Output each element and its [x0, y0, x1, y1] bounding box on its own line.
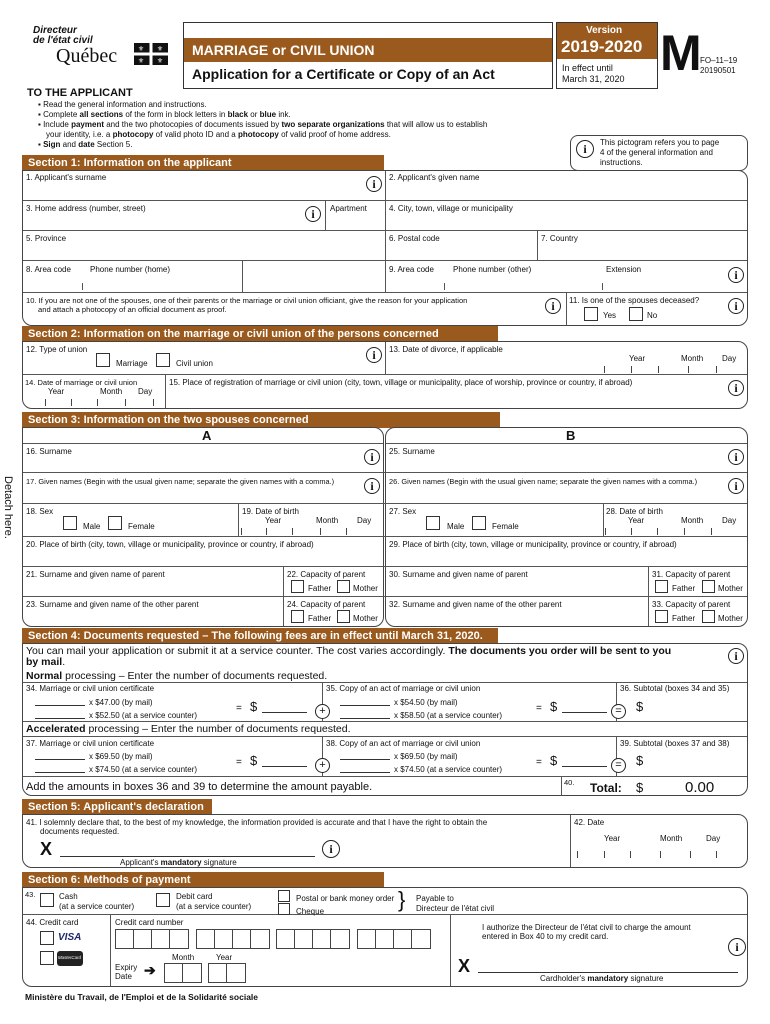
- fee-35-mail: x $54.50 (by mail): [394, 698, 458, 707]
- spouse-b-parent1-father-checkbox[interactable]: [655, 580, 668, 593]
- label-male: Male: [83, 522, 101, 531]
- fee-37-counter: x $74.50 (at a service counter): [89, 765, 198, 774]
- footer-ministry: Ministère du Travail, de l'Emploi et de la Solidarité sociale: [25, 992, 259, 1002]
- applicant-intro-heading: TO THE APPLICANT: [27, 87, 133, 99]
- label-f10-line2: and attach a photocopy of an official document as proof.: [38, 305, 227, 314]
- plus-icon: +: [315, 704, 330, 719]
- spouse-a-male-checkbox[interactable]: [63, 516, 77, 530]
- label-expiry-1: Expiry: [115, 963, 138, 972]
- label-month: Month: [681, 354, 704, 363]
- label-day: Day: [706, 834, 721, 843]
- pictogram-line2: 4 of the general information and: [600, 148, 713, 157]
- expiry-date-field[interactable]: [164, 963, 246, 983]
- intro-bullet-3: ▪ Include payment and the two photocopies of documents issued by two separate organizations that will allow us to establish: [38, 120, 488, 129]
- fee-38-mail: x $69.50 (by mail): [394, 752, 458, 761]
- applicant-given-name-input[interactable]: [389, 184, 739, 198]
- spouse-b-parent2-father-checkbox[interactable]: [655, 610, 668, 623]
- union-civil-checkbox[interactable]: [156, 353, 170, 367]
- label-month: Month: [660, 834, 683, 843]
- label-debit-sub: (at a service counter): [176, 902, 252, 911]
- form-code-2: 20190501: [700, 66, 736, 75]
- info-icon: i: [728, 648, 744, 664]
- qty-38-counter-field[interactable]: [340, 772, 390, 773]
- payment-debit-checkbox[interactable]: [156, 893, 170, 907]
- label-day: Day: [357, 516, 372, 525]
- label-f39: 39. Subtotal (boxes 37 and 38): [620, 739, 730, 748]
- label-marriage: Marriage: [116, 359, 148, 368]
- org-name-line2: de l'état civil: [33, 35, 93, 46]
- label-day: Day: [722, 354, 737, 363]
- label-mother: Mother: [353, 614, 378, 623]
- deceased-yes-checkbox[interactable]: [584, 307, 598, 321]
- pictogram-line3: instructions.: [600, 158, 643, 167]
- label-month: Month: [681, 516, 704, 525]
- label-cash: Cash: [59, 892, 78, 901]
- label-day: Day: [722, 516, 737, 525]
- label-f15: 15. Place of registration of marriage or civil union (city, town, village or municipality, place of worship, province or country, if abroad): [169, 378, 633, 387]
- label-father: Father: [308, 584, 332, 593]
- dollar-sign: $: [550, 699, 558, 714]
- label-year: Year: [629, 354, 646, 363]
- label-year: Year: [216, 953, 233, 962]
- s4-intro-line2: by mail.: [26, 656, 66, 668]
- qty-37-counter-field[interactable]: [35, 772, 85, 773]
- qty-35-counter-field[interactable]: [340, 718, 390, 719]
- info-icon: i: [728, 380, 744, 396]
- label-f13: 13. Date of divorce, if applicable: [389, 345, 503, 354]
- detach-here-label: Detach here.: [2, 476, 14, 539]
- label-day: Day: [138, 387, 153, 396]
- fee-38-counter: x $74.50 (at a service counter): [394, 765, 503, 774]
- label-year: Year: [604, 834, 621, 843]
- label-mother: Mother: [718, 614, 743, 623]
- total-amount-value[interactable]: 0.00: [685, 779, 715, 796]
- dollar-sign: $: [636, 699, 644, 714]
- label-extension: Extension: [606, 265, 642, 274]
- arrow-right-icon: ➔: [144, 962, 156, 978]
- label-father: Father: [672, 614, 696, 623]
- info-icon: i: [728, 449, 744, 465]
- label-phone-home: Phone number (home): [90, 265, 171, 274]
- label-f29: 29. Place of birth (city, town, village or municipality, province or country, if abroad): [389, 540, 677, 549]
- total-label: Total:: [590, 781, 622, 795]
- form-title: MARRIAGE or CIVIL UNION: [192, 42, 375, 58]
- payment-cash-checkbox[interactable]: [40, 893, 54, 907]
- label-mother: Mother: [353, 584, 378, 593]
- label-f1: 1. Applicant's surname: [26, 173, 107, 182]
- label-f7: 7. Country: [541, 234, 578, 243]
- label-f41-line2: documents requested.: [40, 827, 120, 836]
- card-visa-checkbox[interactable]: [40, 931, 54, 945]
- cardholder-x-mark: X: [458, 956, 471, 976]
- svg-text:⚜: ⚜: [137, 58, 145, 65]
- label-postal: Postal or bank money order: [296, 894, 395, 903]
- label-f14: 14. Date of marriage or civil union: [25, 378, 138, 387]
- dollar-sign: $: [636, 780, 644, 795]
- label-f9: 9. Area code: [389, 265, 434, 274]
- quebec-flag-icon: [134, 43, 168, 65]
- payment-money-order-checkbox[interactable]: [278, 890, 290, 902]
- label-f27: 27. Sex: [389, 507, 417, 516]
- label-month: Month: [172, 953, 195, 962]
- org-name-line1: Directeur: [33, 25, 77, 36]
- authorize-line1: I authorize the Directeur de l'état civil to charge the amount: [482, 923, 691, 932]
- signature-x-mark: X: [40, 839, 53, 859]
- column-a-label: A: [202, 428, 212, 443]
- label-f21: 21. Surname and given name of parent: [26, 570, 165, 579]
- equals-icon: =: [611, 758, 626, 773]
- label-f28: 28. Date of birth: [606, 507, 663, 516]
- cardholder-signature-caption: Cardholder's mandatory signature: [540, 974, 664, 983]
- form-subtitle: Application for a Certificate or Copy of an Act: [192, 66, 495, 82]
- label-yes: Yes: [603, 311, 617, 320]
- info-icon: i: [305, 206, 321, 222]
- intro-bullet-4: ▪ Sign and date Section 5.: [38, 140, 133, 149]
- label-f8: 8. Area code: [26, 265, 71, 274]
- label-f2: 2. Applicant's given name: [389, 173, 480, 182]
- mastercard-logo-text: MasterCard: [58, 955, 81, 960]
- info-icon: i: [364, 478, 380, 494]
- credit-card-number-field[interactable]: [115, 929, 431, 949]
- label-f17: 17. Given names (Begin with the usual given name; separate the given names with a comma.): [26, 477, 335, 486]
- applicant-signature-caption: Applicant's mandatory signature: [120, 858, 237, 867]
- plus-icon: +: [315, 758, 330, 773]
- label-expiry-2: Date: [115, 972, 132, 981]
- info-icon: i: [728, 938, 746, 956]
- label-payable-2: Directeur de l'état civil: [416, 904, 494, 913]
- label-f20: 20. Place of birth (city, town, village or municipality, province or country, if abroad): [26, 540, 314, 549]
- quebec-logo-text: Québec: [56, 45, 118, 67]
- qty-34-counter-field[interactable]: [35, 718, 85, 719]
- cardholder-signature-field[interactable]: [478, 972, 738, 973]
- dollar-sign: $: [250, 699, 258, 714]
- label-mother: Mother: [718, 584, 743, 593]
- label-f12: 12. Type of union: [26, 345, 88, 354]
- label-f44: 44. Credit card: [26, 918, 79, 927]
- effect-line1: In effect until: [562, 63, 613, 73]
- label-f34: 34. Marriage or civil union certificate: [26, 684, 155, 693]
- brace-icon: }: [398, 887, 406, 912]
- label-f36: 36. Subtotal (boxes 34 and 35): [620, 684, 730, 693]
- label-f22: 22. Capacity of parent: [287, 570, 366, 579]
- svg-text:⚜: ⚜: [156, 58, 164, 65]
- label-f4: 4. City, town, village or municipality: [389, 204, 513, 213]
- label-f24: 24. Capacity of parent: [287, 600, 366, 609]
- info-icon: i: [728, 298, 744, 314]
- label-year: Year: [265, 516, 282, 525]
- label-debit: Debit card: [176, 892, 213, 901]
- label-apartment: Apartment: [330, 204, 367, 213]
- label-cash-sub: (at a service counter): [59, 902, 135, 911]
- label-f42: 42. Date: [574, 818, 605, 827]
- label-civil-union: Civil union: [176, 359, 213, 368]
- s4-intro-line1: You can mail your application or submit it at a service counter. The cost varies accordingly. The documents you order will be sent to you: [26, 645, 672, 657]
- spouse-a-parent2-mother-checkbox[interactable]: [337, 610, 350, 623]
- qty-34-mail-field[interactable]: [35, 705, 85, 706]
- spouse-a-female-checkbox[interactable]: [108, 516, 122, 530]
- intro-bullet-2: ▪ Complete all sections of the form in block letters in black or blue ink.: [38, 110, 291, 119]
- label-f18: 18. Sex: [26, 507, 54, 516]
- label-f43: 43.: [25, 890, 36, 899]
- dollar-sign: $: [636, 753, 644, 768]
- dollar-sign: $: [550, 753, 558, 768]
- label-male: Male: [447, 522, 465, 531]
- info-icon: i: [366, 176, 382, 192]
- intro-bullet-1: ▪ Read the general information and instructions.: [38, 100, 207, 109]
- info-icon: i: [364, 449, 380, 465]
- fee-37-mail: x $69.50 (by mail): [89, 752, 153, 761]
- label-f6: 6. Postal code: [389, 234, 440, 243]
- applicant-signature-field[interactable]: [60, 856, 315, 857]
- qty-38-mail-field[interactable]: [340, 759, 390, 760]
- label-f33: 33. Capacity of parent: [652, 600, 731, 609]
- form-letter: M: [660, 25, 702, 81]
- accelerated-processing-label: Accelerated processing – Enter the number of documents requested.: [26, 723, 351, 735]
- form-code-1: FO–11–19: [700, 56, 738, 65]
- svg-text:⚜: ⚜: [156, 46, 164, 53]
- dollar-sign: $: [250, 753, 258, 768]
- label-f10-line1: 10. If you are not one of the spouses, one of their parents or the marriage or civil union officiant, give the reason for your application: [26, 296, 468, 305]
- label-f5: 5. Province: [26, 234, 67, 243]
- section-4-heading: Section 4: Documents requested – The following fees are in effect until March 31, 2020.: [22, 628, 498, 644]
- section-2-heading: Section 2: Information on the marriage or civil union of the persons concerned: [22, 326, 498, 342]
- label-female: Female: [128, 522, 155, 531]
- spouse-b-parent1-mother-checkbox[interactable]: [702, 580, 715, 593]
- visa-logo: VISA: [58, 932, 82, 943]
- label-f37: 37. Marriage or civil union certificate: [26, 739, 155, 748]
- label-f35: 35. Copy of an act of marriage or civil union: [326, 684, 481, 693]
- label-f38: 38. Copy of an act of marriage or civil union: [326, 739, 481, 748]
- equals-sign: =: [536, 703, 542, 714]
- label-year: Year: [48, 387, 65, 396]
- spouse-a-parent2-father-checkbox[interactable]: [291, 610, 304, 623]
- add-amounts-text: Add the amounts in boxes 36 and 39 to determine the amount payable.: [26, 781, 373, 793]
- spouse-a-parent1-father-checkbox[interactable]: [291, 580, 304, 593]
- version-value: 2019-2020: [561, 37, 643, 56]
- applicant-surname-input[interactable]: [26, 184, 356, 198]
- label-f41-line1: 41. I solemnly declare that, to the best of my knowledge, the information provided is accurate and that I have the right to obtain the: [26, 818, 488, 827]
- label-f30: 30. Surname and given name of parent: [389, 570, 528, 579]
- equals-sign: =: [236, 757, 242, 768]
- qty-35-mail-field[interactable]: [340, 705, 390, 706]
- section-3-heading: Section 3: Information on the two spouses concerned: [22, 412, 500, 428]
- label-no: No: [647, 311, 658, 320]
- fee-35-counter: x $58.50 (at a service counter): [394, 711, 503, 720]
- spouse-b-female-checkbox[interactable]: [472, 516, 486, 530]
- pictogram-line1: This pictogram refers you to page: [600, 138, 720, 147]
- label-f26: 26. Given names (Begin with the usual given name; separate the given names with a comma.): [389, 477, 698, 486]
- union-marriage-checkbox[interactable]: [96, 353, 110, 367]
- column-b-label: B: [566, 428, 576, 443]
- label-cc-number: Credit card number: [115, 918, 184, 927]
- fee-34-counter: x $52.50 (at a service counter): [89, 711, 198, 720]
- spouse-a-parent1-mother-checkbox[interactable]: [337, 580, 350, 593]
- label-f31: 31. Capacity of parent: [652, 570, 731, 579]
- section-5-heading: Section 5: Applicant's declaration: [22, 799, 212, 815]
- label-f23: 23. Surname and given name of the other parent: [26, 600, 199, 609]
- section-6-heading: Section 6: Methods of payment: [22, 872, 384, 888]
- card-mastercard-checkbox[interactable]: [40, 951, 54, 965]
- info-icon: i: [545, 298, 561, 314]
- deceased-no-checkbox[interactable]: [629, 307, 643, 321]
- qty-37-mail-field[interactable]: [35, 759, 85, 760]
- label-f32: 32. Surname and given name of the other parent: [389, 600, 562, 609]
- label-phone-other: Phone number (other): [453, 265, 532, 274]
- normal-processing-label: Normal processing – Enter the number of documents requested.: [26, 670, 328, 682]
- info-icon: i: [576, 140, 594, 158]
- version-label: Version: [586, 25, 623, 36]
- label-f40: 40.: [564, 778, 575, 787]
- label-month: Month: [316, 516, 339, 525]
- payment-cheque-checkbox[interactable]: [278, 903, 290, 915]
- label-payable-1: Payable to: [416, 894, 454, 903]
- label-f19: 19. Date of birth: [242, 507, 299, 516]
- fee-34-mail: x $47.00 (by mail): [89, 698, 153, 707]
- equals-icon: =: [611, 704, 626, 719]
- label-father: Father: [672, 584, 696, 593]
- home-address-input[interactable]: [26, 215, 296, 229]
- label-f3: 3. Home address (number, street): [26, 204, 146, 213]
- authorize-line2: entered in Box 40 to my credit card.: [482, 932, 609, 941]
- svg-text:⚜: ⚜: [137, 46, 145, 53]
- label-cheque: Cheque: [296, 907, 325, 916]
- info-icon: i: [728, 478, 744, 494]
- intro-bullet-3-line2: your identity, i.e. a photocopy of valid photo ID and a photocopy of valid proof of home address.: [46, 130, 391, 139]
- equals-sign: =: [236, 703, 242, 714]
- effect-line2: March 31, 2020: [562, 74, 625, 84]
- label-f25: 25. Surname: [389, 447, 435, 456]
- spouse-b-male-checkbox[interactable]: [426, 516, 440, 530]
- info-icon: i: [322, 840, 340, 858]
- label-f11: 11. Is one of the spouses deceased?: [569, 296, 700, 305]
- label-month: Month: [100, 387, 123, 396]
- label-year: Year: [628, 516, 645, 525]
- equals-sign: =: [536, 757, 542, 768]
- info-icon: i: [728, 267, 744, 283]
- label-father: Father: [308, 614, 332, 623]
- spouse-b-parent2-mother-checkbox[interactable]: [702, 610, 715, 623]
- label-female: Female: [492, 522, 519, 531]
- label-f16: 16. Surname: [26, 447, 72, 456]
- section-1-heading: Section 1: Information on the applicant: [22, 155, 384, 171]
- info-icon: i: [366, 347, 382, 363]
